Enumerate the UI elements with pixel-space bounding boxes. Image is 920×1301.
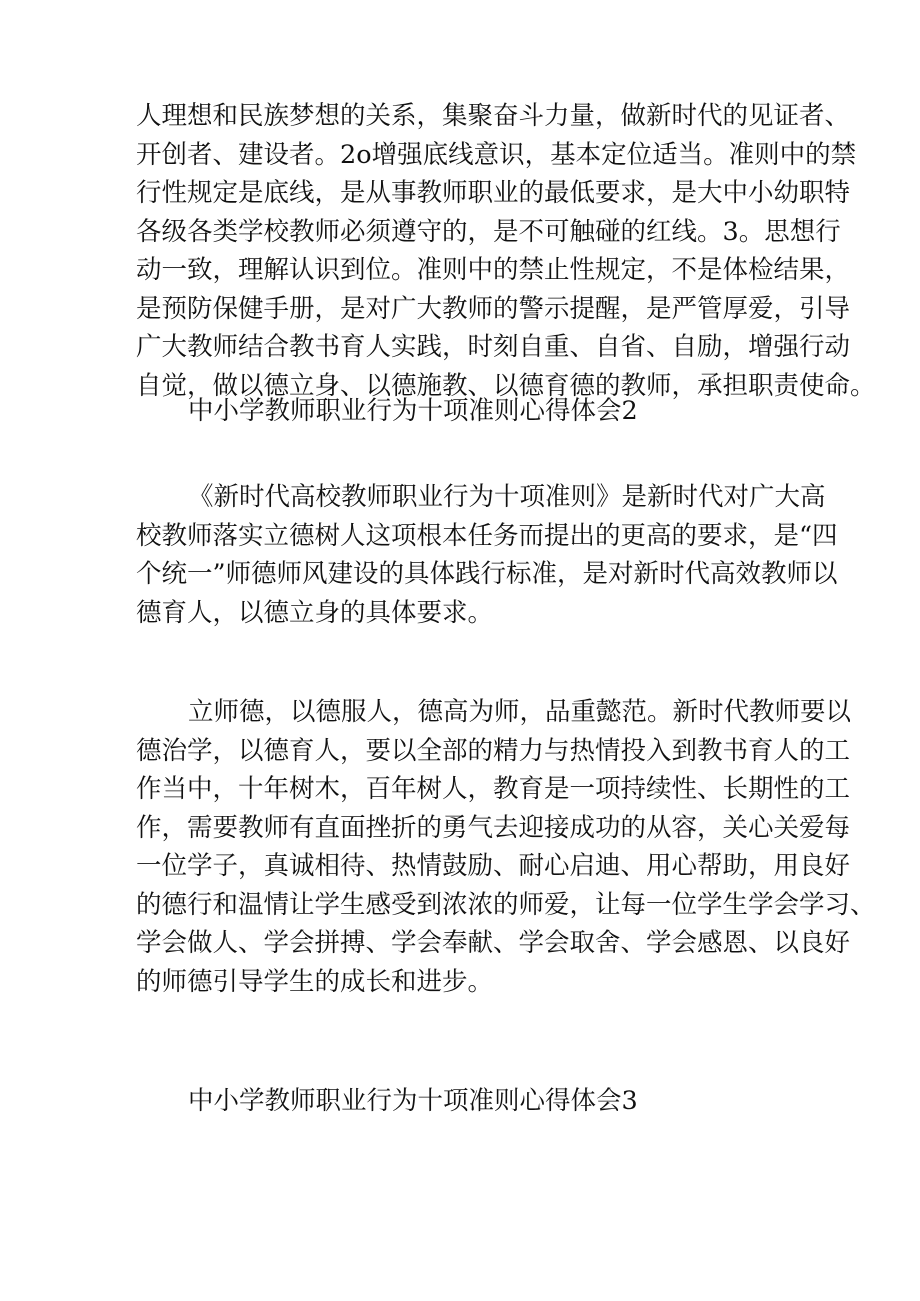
paragraph-line: 个统一”师德师风建设的具体践行标准，是对新时代高效教师以 [136,559,838,589]
paragraph-line: 人理想和民族梦想的关系，集聚奋斗力量，做新时代的见证者、 [136,101,851,131]
paragraph-line: 一位学子，真诚相待、热情鼓励、耐心启迪、用心帮助，用良好 [136,851,851,881]
paragraph-line: 的德行和温情让学生感受到浓浓的师爱，让每一位学生学会学习、 [136,889,876,920]
paragraph-2 [136,478,838,632]
paragraph-line: 校教师落实立德树人这项根本任务而提出的更高的要求，是“四 [136,520,838,551]
paragraph-line: 自觉，做以德立身、以德施教、以德育德的教师，承担职责使命。 [136,370,876,401]
paragraph-line: 作当中，十年树木，百年树人，教育是一项持续性、长期性的工 [136,774,851,804]
paragraph-line: 动一致，理解认识到位。准则中的禁止性规定，不是体检结果， [136,255,851,285]
paragraph-1 [136,97,876,405]
paragraph-line: 立师德，以德服人，德高为师，品重懿范。新时代教师要以 [188,697,852,727]
paragraph-line: 德育人，以德立身的具体要求。 [136,597,494,628]
section-heading-2: 中小学教师职业行为十项准则心得体会2 [188,396,638,426]
paragraph-line: 学会做人、学会拼搏、学会奉献、学会取舍、学会感恩、以良好 [136,928,851,958]
paragraph-line: 广大教师结合教书育人实践，时刻自重、自省、自励，增强行动 [136,332,851,362]
paragraph-line: 德治学，以德育人，要以全部的精力与热情投入到教书育人的工 [136,735,851,766]
paragraph-line: 的师德引导学生的成长和进步。 [136,966,494,997]
paragraph-line: 《新时代高校教师职业行为十项准则》是新时代对广大高 [188,482,826,512]
paragraph-line: 作，需要教师有直面挫折的勇气去迎接成功的从容，关心关爱每 [136,812,851,843]
paragraph-3 [136,693,876,1001]
paragraph-line: 是预防保健手册，是对广大教师的警示提醒，是严管厚爱，引导 [136,293,851,324]
paragraph-line: 开创者、建设者。2o增强底线意识，基本定位适当。准则中的禁 [136,139,857,170]
paragraph-line: 各级各类学校教师必须遵守的，是不可触碰的红线。3。思想行 [136,216,841,247]
section-heading-3: 中小学教师职业行为十项准则心得体会3 [188,1086,638,1116]
paragraph-line: 行性规定是底线，是从事教师职业的最低要求，是大中小幼职特 [136,178,851,208]
